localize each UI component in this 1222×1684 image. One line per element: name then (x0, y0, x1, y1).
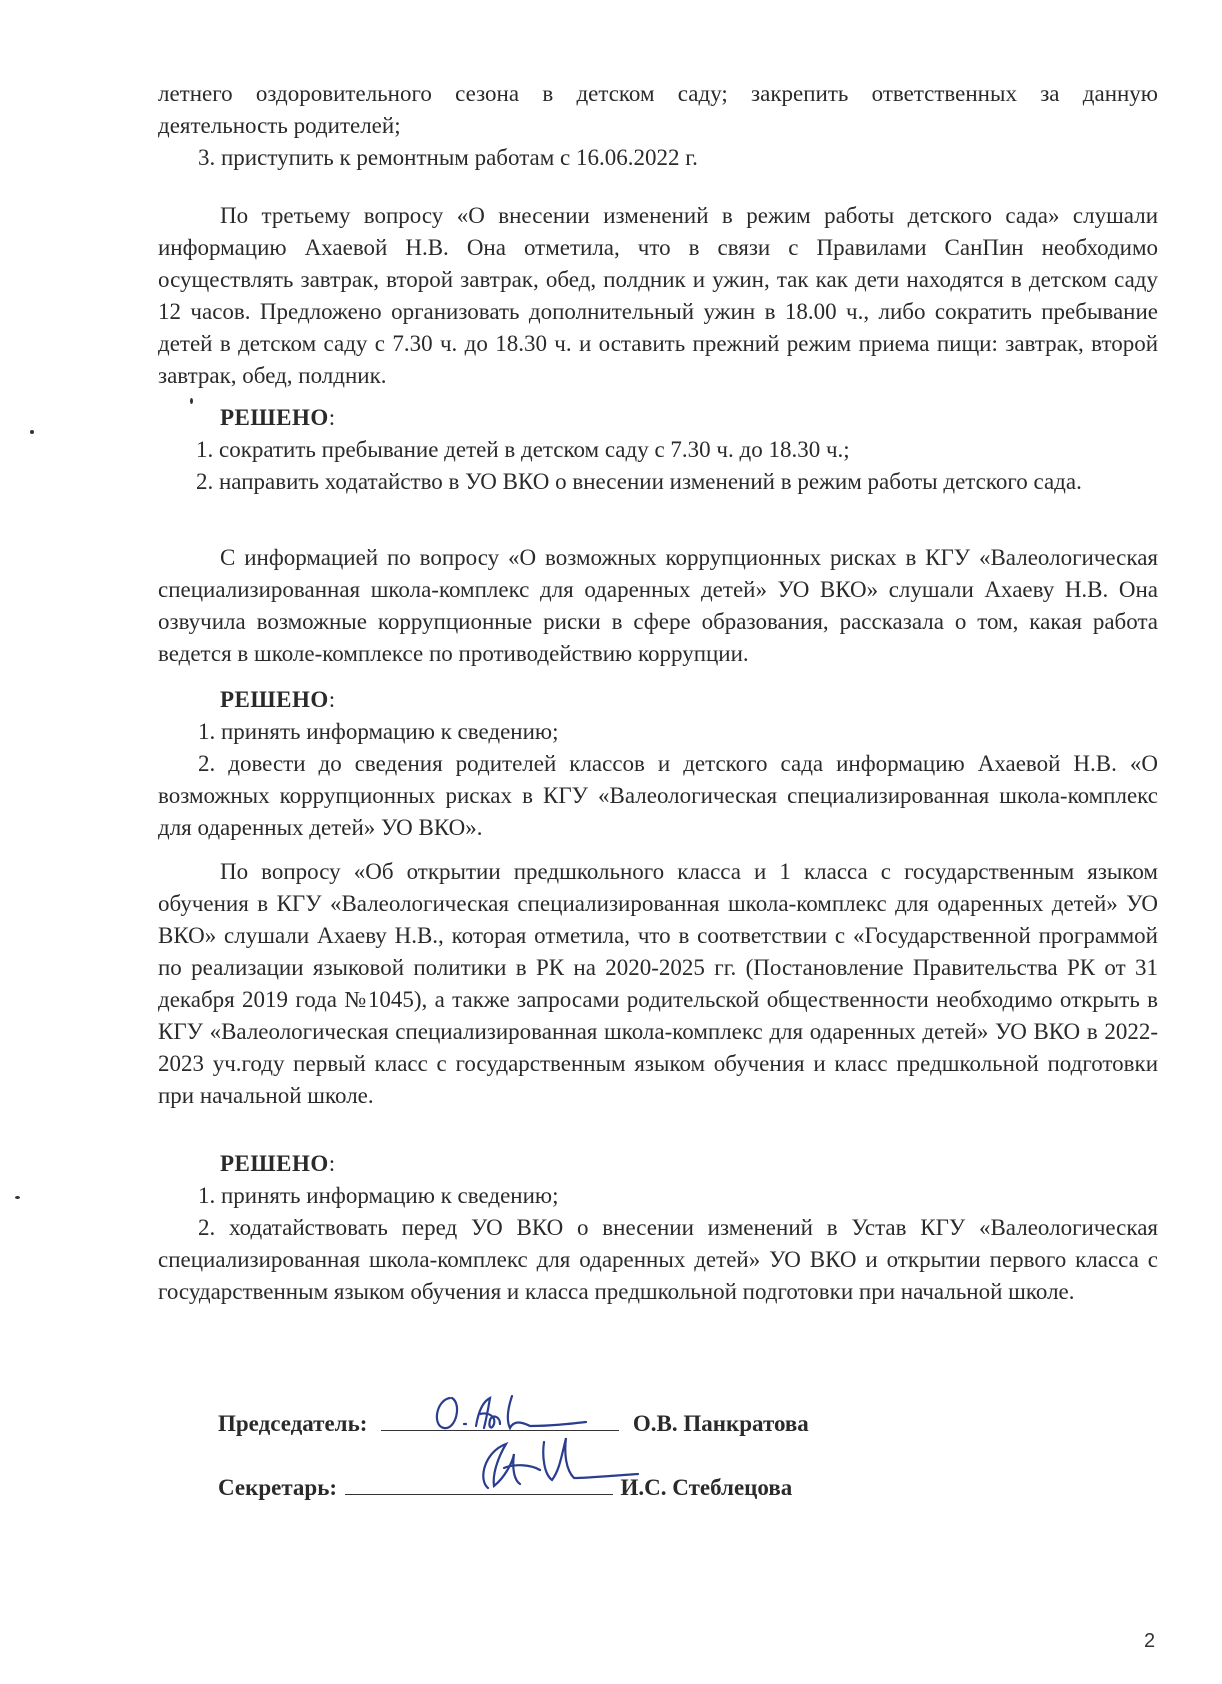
decision-block-1 (158, 402, 1158, 498)
secretary-name: И.С. Стеблецова (620, 1475, 793, 1500)
continued-line: летнего оздоровительного сезона в детском саду; закрепить ответственных за данную (158, 81, 1158, 106)
list-item-3: 3. приступить к ремонтным работам с 16.06.2022 г. (198, 145, 698, 170)
decision-item-1: 1. принять информацию к сведению; (198, 1183, 559, 1208)
paragraph-third-question: По третьему вопросу «О внесении изменений в режим работы детского сада» слушали информацию Ахаевой Н.В. Она отметила, что в связи с Правилами СанПин необходимо осуществлять завтрак, второй завтрак, обед, полдник и ужин, так как дети находятся в детском саду 12 часов. Предложено организовать дополнительный ужин в 18.00 ч., либо сократить пребывание детей в детском саду с 7.30 ч. до 18.30 ч. и оставить прежний режим приема пищи: завтрак, второй завтрак, обед, полдник. (158, 203, 1158, 388)
decision-block-3 (158, 1148, 1158, 1308)
section-top (158, 78, 1158, 174)
scan-speck (15, 1196, 20, 1199)
decision-item-1: 1. сократить пребывание детей в детском саду с 7.30 ч. до 18.30 ч.; (196, 437, 850, 462)
scan-speck (30, 430, 34, 434)
decision-item-1: 1. принять информацию к сведению; (198, 719, 559, 744)
decision-label: РЕШЕНО (220, 1151, 329, 1176)
decision-heading: РЕШЕНО: (220, 687, 336, 712)
chair-label: Председатель: (218, 1411, 368, 1436)
scan-speck (190, 398, 193, 404)
decision-item-2: 2. довести до сведения родителей классов и детского сада информацию Ахаевой Н.В. «О возможных коррупционных рисках в КГУ «Валеологическая специализированная школа-комплекс для одаренных детей» УО ВКО». (158, 751, 1158, 840)
secretary-signature-icon (448, 1424, 648, 1504)
decision-heading: РЕШЕНО: (220, 405, 336, 430)
decision-label: РЕШЕНО (220, 687, 329, 712)
decision-item-2: 2. ходатайствовать перед УО ВКО о внесении изменений в Устав КГУ «Валеологическая специализированная школа-комплекс для одаренных детей» УО ВКО и открытии первого класса с государственным языком обучения и класса предшкольной подготовки при начальной школе. (158, 1215, 1158, 1304)
page-number: 2 (1144, 1630, 1156, 1652)
decision-item-2: 2. направить ходатайство в УО ВКО о внесении изменений в режим работы детского сада. (196, 469, 1082, 494)
paragraph-first-class: По вопросу «Об открытии предшкольного класса и 1 класса с государственным языком обучения в КГУ «Валеологическая специализированная школа-комплекс для одаренных детей» УО ВКО» слушали Ахаеву Н.В., которая отметила, что в соответствии с «Государственной программой по реализации языковой политики в РК на 2020-2025 гг. (Постановление Правительства РК от 31 декабря 2019 года №1045), а также запросами родительской общественности необходимо открыть в КГУ «Валеологическая специализированная школа-комплекс для одаренных детей» УО ВКО в 2022-2023 уч.году первый класс с государственным языком обучения и класс предшкольной подготовки при начальной школе. (158, 859, 1158, 1108)
decision-block-2 (158, 684, 1158, 844)
paragraph-corruption-risks: С информацией по вопросу «О возможных коррупционных рисках в КГУ «Валеологическая специализированная школа-комплекс для одаренных детей» УО ВКО» слушали Ахаеву Н.В. Она озвучила возможные коррупционные риски в сфере образования, рассказала о том, какая работа ведется в школе-комплексе по противодействию коррупции. (158, 545, 1158, 666)
secretary-label: Секретарь: (218, 1475, 338, 1500)
decision-label: РЕШЕНО (220, 405, 329, 430)
chair-name: О.В. Панкратова (632, 1411, 809, 1436)
continued-line-end: деятельность родителей; (158, 113, 401, 138)
decision-heading: РЕШЕНО: (220, 1151, 336, 1176)
